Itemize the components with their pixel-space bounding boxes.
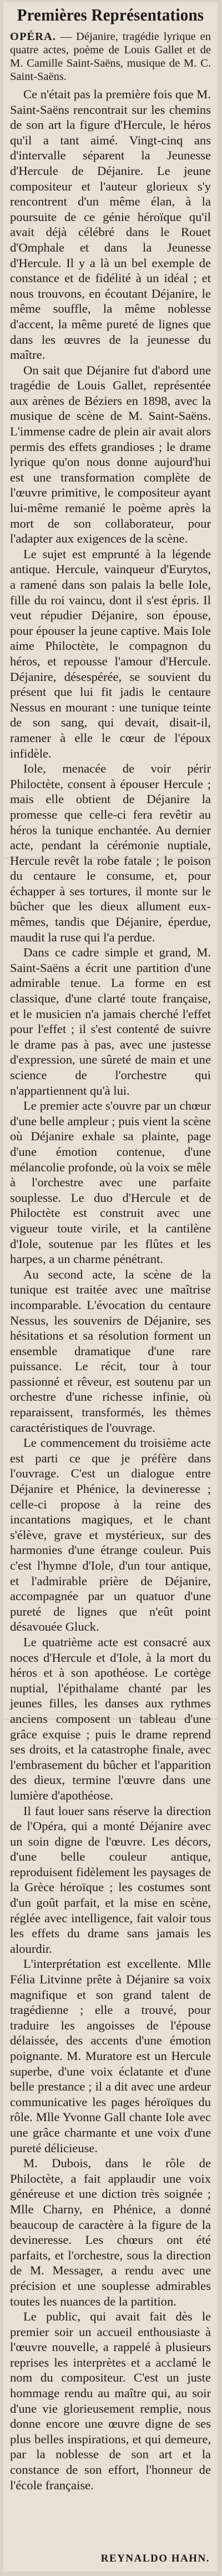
- article-paragraph: Le commencement du troisième acte est parti ce que je préfère dans l'ouvrage. C'est un dialogue entre Déjanire et Phénice, la devineresse ; celle-ci propose à la reine des incantations magiques, et le chant s'élève, grave et mystérieux, sur des harmonies d'une étrange couleur. Puis c'est l'hymne d'Iole, d'un tour antique, et l'admirable prière de Déjanire, accompagnée par un quatuor d'une pureté de lignes que n'eût point désavouée Gluck.: [10, 1436, 211, 1634]
- article-paragraph: Le public, qui avait fait dès le premier soir un accueil enthousiaste à l'œuvre nouvelle, a rappelé à plusieurs reprises les interprètes et a acclamé le nom du compositeur. C'est un juste hommage rendu au maître qui, au soir d'une vie glorieusement remplie, nous donne encore une œuvre digne de ses plus belles inspirations, et qui demeure, par la noblesse de son art et la constance de son effort, l'honneur de l'école française.: [10, 2309, 211, 2492]
- article-body: [10, 87, 211, 2493]
- article-paragraph: Au second acte, la scène de la tunique est traitée avec une maîtrise incomparable. L'évocation du centaure Nessus, les souvenirs de Déjanire, ses hésitations et sa résolution forment un ensemble dramatique d'une rare puissance. Le récit, tour à tour passionné et rêveur, est soutenu par un orchestre d'une richesse infinie, où reparaissent, transformés, les thèmes caractéristiques de l'ouvrage.: [10, 1267, 211, 1435]
- article-signature: REYNALDO HAHN.: [100, 2553, 210, 2564]
- article-paragraph: M. Dubois, dans le rôle de Philoctète, a fait applaudir une voix généreuse et une diction très soignée ; Mlle Charny, en Phénice, a donné beaucoup de caractère à la figure de la devineresse. Les chœurs ont été parfaits, et l'orchestre, sous la direction de M. Messager, a rendu avec une précision et une souplesse admirables toutes les nuances de la partition.: [10, 2156, 211, 2308]
- article-paragraph: Dans ce cadre simple et grand, M. Saint-Saëns a écrit une partition d'une admirable tenue. La forme en est classique, d'une clarté toute française, et le musicien n'a jamais cherché l'effet pour l'effet ; il s'est contenté de suivre le drame pas à pas, avec une justesse d'expression, une sûreté de main et une science de l'orchestre qui n'appartiennent qu'à lui.: [10, 945, 211, 1097]
- article-paragraph: Il faut louer sans réserve la direction de l'Opéra, qui a monté Déjanire avec un soin digne de l'œuvre. Les décors, d'une belle couleur antique, reproduisent fidèlement les paysages de la Grèce héroïque ; les costumes sont d'un goût parfait, et la mise en scène, réglée avec intelligence, fait valoir tous les effets du drame sans jamais les alourdir.: [10, 1803, 211, 1956]
- paper-fold-line: [3, 858, 218, 859]
- article-subheading: [10, 30, 211, 83]
- article-paragraph: Le sujet est emprunté à la légende antique. Hercule, vainqueur d'Eurytos, a ramené dans son palais la belle Iole, fille du roi vaincu, dont il s'est épris. Il veut répudier Déjanire, son épouse, pour épouser la jeune captive. Mais Iole aime Philoctète, le compagnon du héros, et repousse l'amour d'Hercule. Déjanire, désespérée, se souvient du présent que lui fit jadis le centaure Nessus en mourant : une tunique teinte de son sang, qui devait, disait-il, ramener à elle le cœur de l'époux infidèle.: [10, 547, 211, 760]
- newspaper-column: [3, 2, 218, 2572]
- article-paragraph: Le premier acte s'ouvre par un chœur d'une belle ampleur ; puis vient la scène où Déjanire exhale sa plainte, page d'une émotion contenue, d'une mélancolie profonde, où la voix se mêle à l'orchestre avec une parfaite souplesse. Le duo d'Hercule et de Philoctète est construit avec une vigueur toute virile, et la cantilène d'Iole, soutenue par les flûtes et les harpes, a un charme pénétrant.: [10, 1099, 211, 1266]
- article-title: Premières Représentations: [17, 5, 204, 24]
- article-paragraph: Le quatrième acte est consacré aux noces d'Hercule et d'Iole, à la mort du héros et à son apothéose. Le cortège nuptial, l'épithalame chanté par les jeunes filles, les danses aux rythmes anciens composent un tableau d'une grâce exquise ; puis le drame reprend ses droits, et la catastrophe finale, avec l'embrasement du bûcher et l'apparition des dieux, termine l'œuvre dans une lumière d'apothéose.: [10, 1635, 211, 1802]
- article-paragraph: Iole, menacée de voir périr Philoctète, consent à épouser Hercule ; mais elle obtient de Déjanire la promesse que celle-ci fera revêtir au héros la tunique enchantée. Au dernier acte, pendant la cérémonie nuptiale, Hercule revêt la robe fatale ; le poison du centaure le consume, et, pour échapper à ses tortures, il monte sur le bûcher que les dieux allument eux-mêmes, tandis que Déjanire, éperdue, maudit la ruse qui l'a perdue.: [10, 761, 211, 944]
- article-paragraph: L'interprétation est excellente. Mlle Félia Litvinne prête à Déjanire sa voix magnifique et son grand talent de tragédienne ; elle a trouvé, pour traduire les angoisses de l'épouse délaissée, des accents d'une émotion poignante. M. Muratore est un Hercule superbe, d'une voix éclatante et d'une belle prestance ; il a dit avec une ardeur communicative les pages héroïques du rôle. Mlle Yvonne Gall chante Iole avec une grâce charmante et une voix d'une pureté délicieuse.: [10, 1957, 211, 2155]
- subheading-genre: OPÉRA.: [10, 31, 56, 43]
- subheading-text: — Déjanire, tragédie lyrique en quatre actes, poème de Louis Gallet et de M. Camille Saint-Saëns, musique de M. C. Saint-Saëns.: [10, 31, 211, 83]
- article-paragraph: Ce n'était pas la première fois que M. Saint-Saëns rencontrait sur les chemins de son art la figure d'Hercule, le héros qu'il a tant aimé. Vingt-cinq ans d'intervalle séparent la Jeunesse d'Hercule de Déjanire. Le jeune compositeur et l'auteur glorieux s'y rencontrent d'un même élan, à la poursuite de ce génie héroïque qu'il avait déjà célébré dans le Rouet d'Omphale et dans la Jeunesse d'Hercule. Il y a là un bel exemple de constance et de fidélité à un idéal ; et nous trouvons, en écoutant Déjanire, le même souffle, la même noblesse d'accent, la même pureté de lignes que dans les œuvres de la jeunesse du maître.: [10, 87, 211, 362]
- paper-fold-line: [3, 1718, 218, 1720]
- article-paragraph: On sait que Déjanire fut d'abord une tragédie de Louis Gallet, représentée aux arènes de Béziers en 1898, avec la musique de scène de M. Saint-Saëns. L'immense cadre de plein air avait alors permis des effets grandioses ; le drame lyrique qu'on nous donne aujourd'hui est une transformation complète de l'œuvre primitive, le compositeur ayant lui-même remanié le poème après la mort de son collaborateur, pour l'adapter aux exigences de la scène.: [10, 363, 211, 546]
